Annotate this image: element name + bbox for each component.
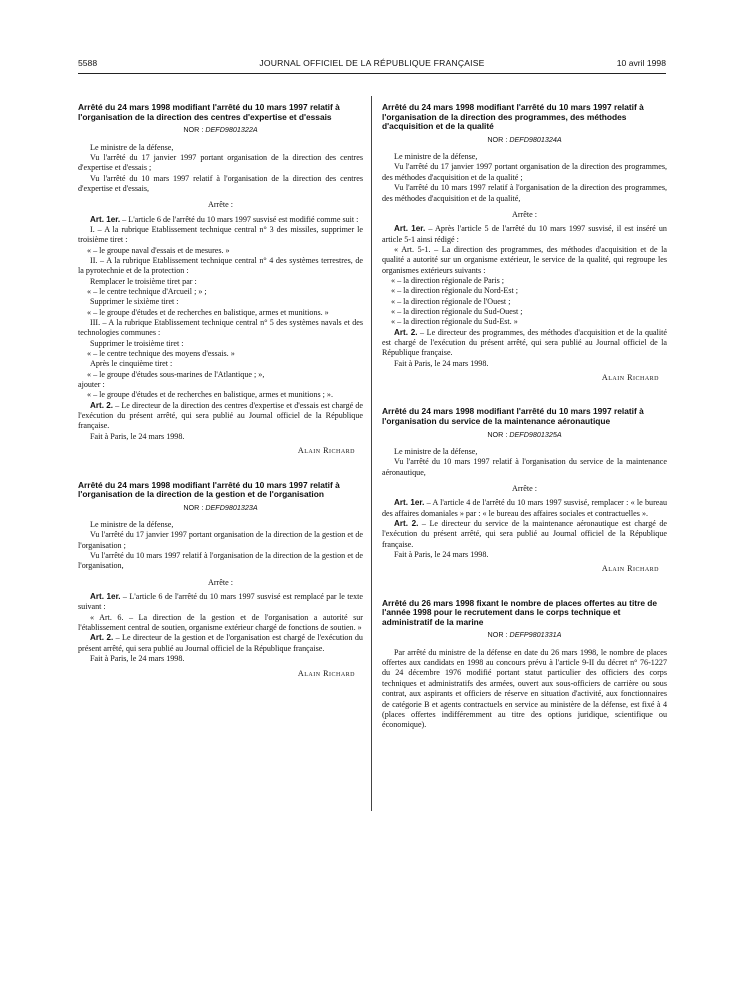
quote-line: « – le centre technique d'Arcueil ; » ;	[87, 287, 207, 296]
section-gap	[382, 383, 667, 407]
arrete-heading: Arrête :	[512, 483, 537, 493]
paragraph: Vu l'arrêté du 17 janvier 1997 portant organisation de la direction des centres d'expertise et d'essais ;	[78, 152, 363, 173]
header-rule	[78, 73, 666, 74]
paragraph: Vu l'arrêté du 17 janvier 1997 portant organisation de la direction des programmes, des méthodes d'acquisition et de la qualité ;	[382, 162, 667, 182]
article-label: Art. 2.	[90, 633, 114, 643]
signature: Alain Richard	[297, 446, 355, 456]
decree-title: Arrêté du 24 mars 1998 modifiant l'arrêté du 10 mars 1997 relatif à l'organisation de la direction des centres d'expertise et d'essais	[78, 102, 340, 122]
paragraph: Vu l'arrêté du 10 mars 1997 relatif à l'organisation de la direction de la gestion et de l'organisation,	[78, 551, 363, 571]
arrete-heading: Arrête :	[512, 209, 537, 219]
quote-line: « – la direction régionale de Paris ;	[391, 275, 505, 285]
section-gap	[78, 457, 363, 481]
article-2	[78, 401, 363, 432]
nor-code: DEFP9801331A	[509, 630, 562, 640]
article-1	[382, 224, 667, 245]
paragraph: Vu l'arrêté du 17 janvier 1997 portant organisation de la direction de la gestion et de l'organisation ;	[78, 530, 363, 550]
paragraph: Remplacer le troisième tiret par :	[90, 276, 197, 286]
article-label: Art. 2.	[394, 518, 419, 528]
arrete-centres-expertise	[78, 103, 363, 457]
article-label: Art. 1er.	[90, 214, 121, 224]
arrete-heading: Arrête :	[208, 200, 233, 210]
nor-code: DEFD9801325A	[509, 429, 562, 439]
signature: Alain Richard	[601, 564, 659, 574]
decree-title: Arrêté du 24 mars 1998 modifiant l'arrêté du 10 mars 1997 relatif à l'organisation du service de la maintenance aéronautique	[382, 406, 644, 426]
signature: Alain Richard	[601, 373, 659, 382]
decree-title: Arrêté du 24 mars 1998 modifiant l'arrêté du 10 mars 1997 relatif à l'organisation de la direction de la gestion et de l'organisation	[78, 479, 340, 500]
place-date: Fait à Paris, le 24 mars 1998.	[90, 431, 185, 441]
article-1	[78, 215, 363, 225]
quote-line: « – le groupe d'études et de recherches en balistique, armes et munitions ; ».	[87, 390, 333, 400]
nor-code: DEFD9801322A	[205, 125, 258, 135]
column-divider	[371, 96, 372, 811]
article-label: Art. 1er.	[90, 592, 121, 602]
paragraph: Le ministre de la défense,	[394, 446, 478, 456]
quote-line: « – le centre technique des moyens d'essais. »	[87, 349, 235, 359]
quote-line: « – la direction régionale du Sud-Est. »	[391, 317, 518, 327]
page-number: 5588	[78, 58, 98, 68]
quote-line: « – le groupe naval d'essais et de mesures. »	[87, 245, 230, 255]
decree-title: Arrêté du 26 mars 1998 fixant le nombre de places offertes au titre de l'année 1998 pour le recrutement dans le corps technique et administratif de la marine	[382, 597, 658, 627]
place-date: Fait à Paris, le 24 mars 1998.	[90, 654, 185, 664]
article-label: Art. 1er.	[394, 498, 425, 508]
paragraph: Le ministre de la défense,	[90, 520, 174, 530]
paragraph: Le ministre de la défense,	[394, 152, 478, 162]
nor-reference	[382, 630, 667, 640]
paragraph: Après le cinquième tiret :	[90, 359, 173, 369]
paragraph: I. – A la rubrique Etablissement technique central n° 3 des missiles, supprimer le troisième tiret :	[78, 224, 363, 245]
signature: Alain Richard	[297, 668, 355, 678]
left-column	[78, 103, 363, 679]
nor-label: NOR :	[487, 630, 510, 640]
article-label: Art. 2.	[90, 400, 114, 410]
article-1	[382, 498, 667, 519]
article-text: – Le directeur des programmes, des méthodes d'acquisition et de la qualité est chargé de l'exécution du présent arrêté, qui sera publié au Journal officiel de la République française.	[382, 327, 667, 358]
nor-label: NOR :	[183, 502, 206, 512]
quote-line: « – la direction régionale de l'Ouest ;	[391, 296, 511, 306]
paragraph: Par arrêté du ministre de la défense en date du 26 mars 1998, le nombre de places offertes aux candidats en 1998 au concours prévu à l'article 9-II du décret n° 76-1227 du 24 décembre 1976 modifié portant statut particulier des officiers des corps techniques et administratifs des armées, ouvert aux sous-officiers de carrière ou sous contrat, aux aspirants et officiers de réserve en situation d'activité, aux fonctionnaires de catégorie B et agents contractuels en service au ministère de la défense, est fixé à 4 (places offertes indifféremment au titre des options juridique, scientifique ou économique).	[382, 647, 667, 730]
article-text: – Le directeur de la gestion et de l'organisation est chargé de l'exécution du présent arrêté, qui sera publié au Journal officiel de la République française.	[78, 633, 363, 653]
quote-line: « – le groupe d'études et de recherches en balistique, armes et munitions. »	[87, 307, 329, 317]
quote-line: « – la direction régionale du Sud-Ouest ;	[391, 306, 523, 316]
article-label: Art. 2.	[394, 327, 418, 337]
nor-code: DEFD9801324A	[509, 134, 562, 144]
publication-date: 10 avril 1998	[616, 58, 666, 68]
arrete-maintenance-aeronautique	[382, 407, 667, 574]
article-2	[382, 519, 667, 550]
nor-reference	[382, 430, 667, 440]
article-text: – Le directeur de la direction des centres d'expertise et d'essais est chargé de l'exécution du présent arrêté, qui sera publié au Journal officiel de la République française.	[78, 400, 363, 431]
article-text: – L'article 6 de l'arrêté du 10 mars 1997 susvisé est modifié comme suit :	[120, 214, 359, 224]
article-text: – A l'article 4 de l'arrêté du 10 mars 1997 susvisé, remplacer : « le bureau des affaires domaniales » par : « le bureau des affaires sociales et contractuelles ».	[382, 498, 667, 518]
nor-label: NOR :	[487, 134, 510, 144]
paragraph: III. – A la rubrique Etablissement technique central n° 5 des systèmes navals et des technologies communes :	[78, 318, 363, 338]
article-text: – Après l'article 5 de l'arrêté du 10 mars 1997 susvisé, il est inséré un article 5-1 ainsi rédigé :	[382, 224, 667, 244]
arrete-heading: Arrête :	[208, 577, 233, 587]
article-text: – Le directeur du service de la maintenance aéronautique est chargé de l'exécution du présent arrêté, qui sera publié au Journal officiel de la République française.	[382, 518, 667, 549]
article-1	[78, 592, 363, 613]
quote-paragraph: « Art. 6. – La direction de la gestion et de l'organisation a autorité sur l'établissement central de soutien, organisme extérieur chargé de fonctions de soutien. »	[78, 612, 363, 633]
quote-line: « – le groupe d'études sous-marines de l'Atlantique ; »,	[87, 369, 265, 379]
paragraph: Le ministre de la défense,	[90, 142, 174, 152]
place-date: Fait à Paris, le 24 mars 1998.	[394, 358, 489, 368]
arrete-places-recrutement	[382, 599, 667, 731]
article-label: Art. 1er.	[394, 224, 426, 234]
nor-reference	[78, 503, 363, 513]
quote-line: « – la direction régionale du Nord-Est ;	[391, 286, 518, 296]
nor-reference	[382, 135, 667, 145]
paragraph: Vu l'arrêté du 10 mars 1997 relatif à l'organisation de la direction des programmes, des méthodes d'acquisition et de la qualité,	[382, 183, 667, 203]
paragraph: Supprimer le troisième tiret :	[90, 338, 184, 348]
journal-title: JOURNAL OFFICIEL DE LA RÉPUBLIQUE FRANÇAISE	[259, 58, 485, 68]
nor-code: DEFD9801323A	[205, 502, 258, 512]
paragraph: Vu l'arrêté du 10 mars 1997 relatif à l'organisation du service de la maintenance aéronautique,	[382, 457, 667, 477]
paragraph: ajouter :	[78, 380, 105, 390]
paragraph: Supprimer le sixième tiret :	[90, 297, 179, 307]
arrete-gestion-organisation	[78, 481, 363, 679]
decree-title: Arrêté du 24 mars 1998 modifiant l'arrêté du 10 mars 1997 relatif à l'organisation de la direction des programmes, des méthodes d'acquisition et de la qualité	[382, 102, 644, 132]
nor-label: NOR :	[183, 125, 206, 135]
nor-reference	[78, 125, 363, 135]
nor-label: NOR :	[487, 429, 510, 439]
article-2	[78, 633, 363, 654]
section-gap	[382, 575, 667, 599]
arrete-programmes-qualite	[382, 103, 667, 383]
article-2	[382, 328, 667, 359]
place-date: Fait à Paris, le 24 mars 1998.	[394, 549, 489, 559]
article-text: – L'article 6 de l'arrêté du 10 mars 1997 susvisé est remplacé par le texte suivant :	[78, 592, 363, 612]
paragraph: Vu l'arrêté du 10 mars 1997 relatif à l'organisation de la direction des centres d'expertise et d'essais,	[78, 173, 363, 193]
right-column	[382, 103, 667, 731]
quote-paragraph: « Art. 5-1. – La direction des programmes, des méthodes d'acquisition et de la qualité a autorité sur un organisme extérieur, le service de la qualité, qui regroupe les organismes extérieurs suivants :	[382, 244, 667, 275]
paragraph: II. – A la rubrique Etablissement technique central n° 4 des systèmes terrestres, de la pyrotechnie et de la protection :	[78, 255, 363, 276]
page-header	[78, 56, 666, 72]
